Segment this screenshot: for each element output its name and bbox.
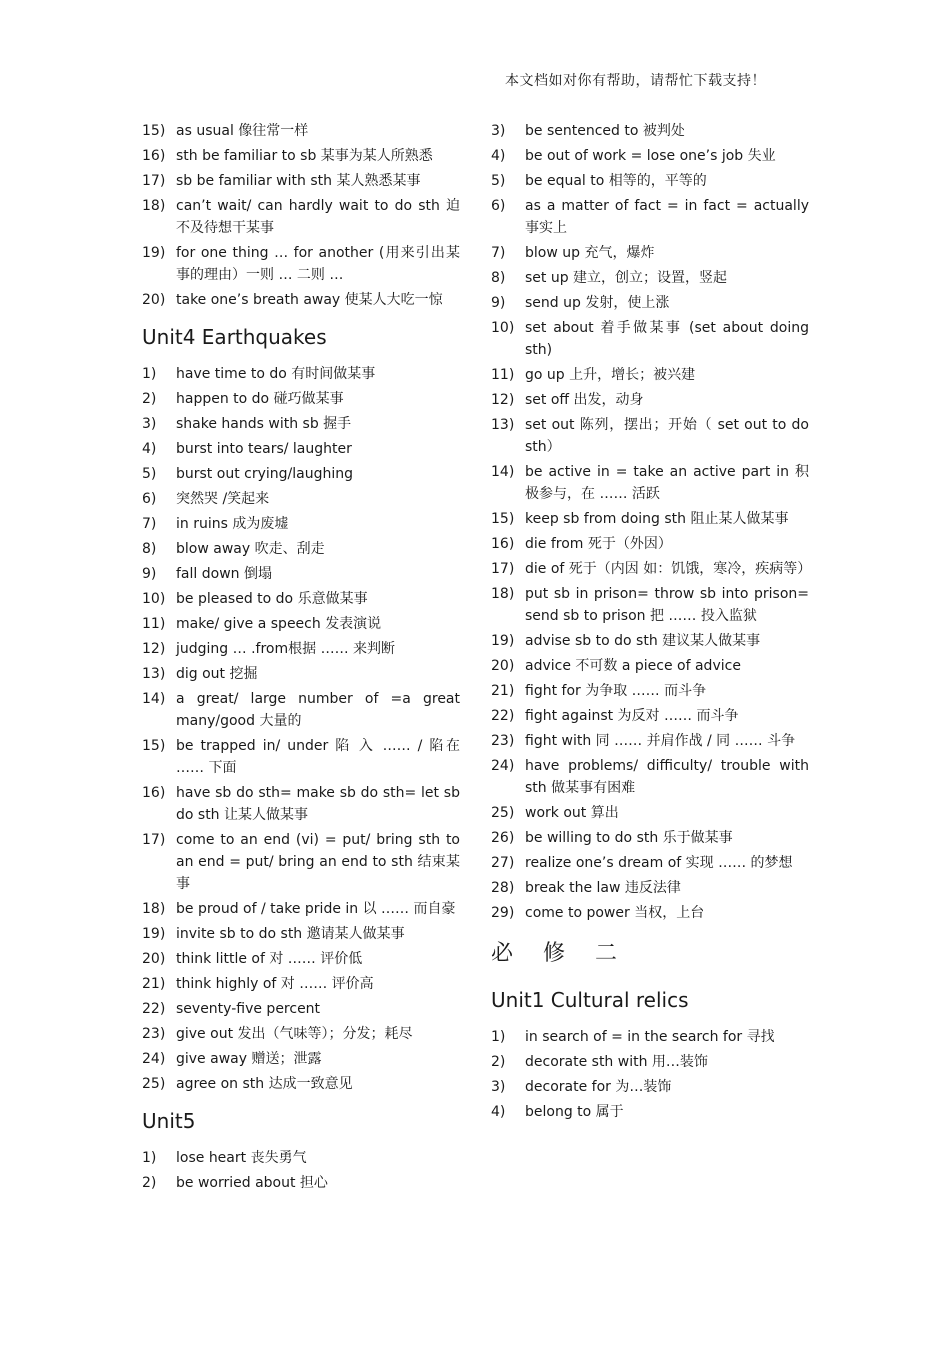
item-text: sb be familiar with sth 某人熟悉某事 — [176, 173, 421, 189]
item-number: 7) — [142, 516, 157, 532]
list-item — [142, 289, 460, 311]
item-text: in search of = in the search for 寻找 — [525, 1029, 775, 1045]
item-text: come to an end (vi) = put/ bring sth to an end = put/ bring an end to sth 结束某事 — [176, 832, 460, 892]
item-text: advice 不可数 a piece of advice — [525, 658, 741, 674]
item-number: 1) — [491, 1029, 506, 1045]
item-number: 18) — [491, 586, 515, 602]
item-text: be proud of / take pride in 以 …… 而自豪 — [176, 901, 456, 917]
item-number: 4) — [142, 441, 157, 457]
item-text: die from 死于（外因） — [525, 536, 672, 552]
list-item — [142, 923, 460, 945]
item-number: 20) — [491, 658, 515, 674]
item-number: 22) — [142, 1001, 166, 1017]
item-number: 11) — [142, 616, 166, 632]
list-item — [142, 388, 460, 410]
item-number: 12) — [491, 392, 515, 408]
item-number: 12) — [142, 641, 166, 657]
list-item — [491, 655, 809, 677]
list-item — [142, 463, 460, 485]
item-number: 28) — [491, 880, 515, 896]
item-text: burst out crying/laughing — [176, 466, 353, 482]
item-text: have problems/ difficulty/ trouble with sth 做某事有困难 — [525, 758, 809, 796]
item-number: 24) — [142, 1051, 166, 1067]
item-number: 8) — [142, 541, 157, 557]
unit-title: Unit1 Cultural relics — [491, 988, 689, 1012]
item-number: 8) — [491, 270, 506, 286]
item-number: 9) — [491, 295, 506, 311]
item-number: 9) — [142, 566, 157, 582]
item-text: 突然哭 /笑起来 — [176, 491, 270, 507]
item-number: 10) — [491, 320, 515, 336]
vocab-list — [491, 120, 812, 924]
item-number: 1) — [142, 1150, 157, 1166]
item-text: be sentenced to 被判处 — [525, 123, 685, 139]
item-text: keep sb from doing sth 阻止某人做某事 — [525, 511, 789, 527]
item-text: invite sb to do sth 邀请某人做某事 — [176, 926, 405, 942]
list-item — [491, 802, 809, 824]
item-number: 23) — [142, 1026, 166, 1042]
item-number: 13) — [142, 666, 166, 682]
list-item — [491, 242, 809, 264]
volume-title: 必修二 — [491, 941, 648, 966]
item-text: fight with 同 …… 并肩作战 / 同 …… 斗争 — [525, 733, 796, 749]
item-text: give away 赠送；泄露 — [176, 1051, 322, 1067]
list-item — [142, 613, 460, 635]
unit-title: Unit4 Earthquakes — [142, 325, 327, 349]
item-number: 3) — [142, 416, 157, 432]
item-number: 16) — [491, 536, 515, 552]
item-number: 4) — [491, 148, 506, 164]
list-item — [142, 898, 460, 920]
item-text: make/ give a speech 发表演说 — [176, 616, 382, 632]
item-text: set off 出发，动身 — [525, 392, 644, 408]
item-text: think highly of 对 …… 评价高 — [176, 976, 374, 992]
item-number: 3) — [491, 1079, 506, 1095]
list-item — [142, 438, 460, 460]
item-text: go up 上升，增长；被兴建 — [525, 367, 696, 383]
item-number: 17) — [491, 561, 515, 577]
item-text: die of 死于（内因 如：饥饿，寒冷，疾病等） — [525, 561, 812, 577]
item-number: 19) — [142, 926, 166, 942]
item-text: blow up 充气，爆炸 — [525, 245, 655, 261]
list-item — [491, 1076, 809, 1098]
item-number: 16) — [142, 785, 166, 801]
vocab-list — [142, 1147, 460, 1194]
list-item — [491, 317, 809, 361]
list-item — [491, 730, 809, 752]
list-item — [491, 755, 809, 799]
list-item — [491, 558, 812, 580]
item-text: fight against 为反对 …… 而斗争 — [525, 708, 739, 724]
item-text: come to power 当权，上台 — [525, 905, 705, 921]
list-item — [142, 120, 460, 142]
item-number: 19) — [142, 245, 166, 261]
vocab-list — [142, 363, 460, 1095]
item-number: 25) — [142, 1076, 166, 1092]
item-text: think little of 对 …… 评价低 — [176, 951, 363, 967]
item-text: send up 发射，使上涨 — [525, 295, 670, 311]
item-text: as a matter of fact = in fact = actually 事实上 — [525, 198, 809, 236]
list-item — [142, 170, 460, 192]
item-text: realize one’s dream of 实现 …… 的梦想 — [525, 855, 793, 871]
vocab-list — [142, 120, 460, 311]
list-item — [142, 688, 460, 732]
item-text: give out 发出（气味等）；分发；耗尽 — [176, 1026, 413, 1042]
item-number: 2) — [142, 391, 157, 407]
list-item — [491, 852, 809, 874]
list-item — [491, 120, 809, 142]
item-text: lose heart 丧失勇气 — [176, 1150, 307, 1166]
list-item — [491, 583, 809, 627]
item-number: 17) — [142, 173, 166, 189]
list-item — [491, 705, 809, 727]
item-text: seventy-five percent — [176, 1001, 321, 1017]
list-item — [142, 973, 460, 995]
item-number: 23) — [491, 733, 515, 749]
item-text: happen to do 碰巧做某事 — [176, 391, 344, 407]
item-text: judging … .from根据 …… 来判断 — [176, 641, 396, 657]
item-number: 25) — [491, 805, 515, 821]
item-number: 15) — [491, 511, 515, 527]
list-item — [142, 948, 460, 970]
item-text: set about 着手做某事 (set about doing sth) — [525, 320, 809, 358]
item-number: 18) — [142, 198, 166, 214]
item-text: break the law 违反法律 — [525, 880, 681, 896]
list-item — [142, 998, 460, 1020]
item-text: burst into tears/ laughter — [176, 441, 352, 457]
item-number: 14) — [142, 691, 166, 707]
list-item — [491, 827, 809, 849]
item-text: be willing to do sth 乐于做某事 — [525, 830, 733, 846]
list-item — [491, 902, 809, 924]
item-number: 20) — [142, 951, 166, 967]
list-item — [491, 1101, 809, 1123]
item-text: sth be familiar to sb 某事为某人所熟悉 — [176, 148, 433, 164]
list-item — [491, 170, 809, 192]
item-text: in ruins 成为废墟 — [176, 516, 289, 532]
list-item — [491, 680, 809, 702]
item-number: 1) — [142, 366, 157, 382]
item-number: 22) — [491, 708, 515, 724]
item-text: set up 建立，创立；设置，竖起 — [525, 270, 728, 286]
item-text: have sb do sth= make sb do sth= let sb do sth 让某人做某事 — [176, 785, 460, 823]
list-item — [491, 292, 809, 314]
list-item — [142, 563, 460, 585]
list-item — [491, 461, 809, 505]
item-number: 2) — [491, 1054, 506, 1070]
item-text: be worried about 担心 — [176, 1175, 328, 1191]
list-item — [491, 877, 809, 899]
list-item — [142, 488, 460, 510]
item-text: as usual 像往常一样 — [176, 123, 309, 139]
item-text: fall down 倒塌 — [176, 566, 272, 582]
list-item — [491, 267, 809, 289]
list-item — [491, 508, 809, 530]
item-text: decorate sth with 用…装饰 — [525, 1054, 708, 1070]
item-text: put sb in prison= throw sb into prison= send sb to prison 把 …… 投入监狱 — [525, 586, 809, 624]
list-item — [491, 195, 809, 239]
item-text: advise sb to do sth 建议某人做某事 — [525, 633, 761, 649]
list-item — [142, 195, 460, 239]
item-text: decorate for 为…装饰 — [525, 1079, 672, 1095]
item-number: 14) — [491, 464, 515, 480]
list-item — [142, 588, 460, 610]
item-number: 27) — [491, 855, 515, 871]
list-item — [491, 364, 809, 386]
vocab-list — [491, 1026, 809, 1123]
item-number: 29) — [491, 905, 515, 921]
item-text: be trapped in/ under 陷 入 …… / 陷在 …… 下面 — [176, 738, 460, 776]
item-text: be out of work = lose one’s job 失业 — [525, 148, 776, 164]
list-item — [142, 1048, 460, 1070]
list-item — [491, 145, 809, 167]
item-text: have time to do 有时间做某事 — [176, 366, 376, 382]
list-item — [142, 413, 460, 435]
item-number: 6) — [142, 491, 157, 507]
list-item — [142, 829, 460, 895]
item-number: 13) — [491, 417, 515, 433]
item-text: blow away 吹走、刮走 — [176, 541, 325, 557]
item-number: 17) — [142, 832, 166, 848]
item-text: shake hands with sb 握手 — [176, 416, 352, 432]
right-column — [491, 120, 812, 1126]
item-number: 16) — [142, 148, 166, 164]
item-number: 6) — [491, 198, 506, 214]
list-item — [491, 630, 809, 652]
item-number: 3) — [491, 123, 506, 139]
unit-title: Unit5 — [142, 1109, 196, 1133]
item-number: 18) — [142, 901, 166, 917]
item-text: fight for 为争取 …… 而斗争 — [525, 683, 707, 699]
item-text: can’t wait/ can hardly wait to do sth 迫不及待想干某事 — [176, 198, 460, 236]
item-number: 5) — [142, 466, 157, 482]
list-item — [142, 538, 460, 560]
list-item — [142, 145, 460, 167]
item-number: 5) — [491, 173, 506, 189]
item-number: 21) — [142, 976, 166, 992]
left-column — [142, 120, 460, 1197]
list-item — [142, 242, 460, 286]
list-item — [491, 1026, 809, 1048]
list-item — [142, 638, 460, 660]
list-item — [491, 1051, 809, 1073]
list-item — [142, 782, 460, 826]
item-text: a great/ large number of =a great many/good 大量的 — [176, 691, 460, 729]
item-text: take one’s breath away 使某人大吃一惊 — [176, 292, 443, 308]
item-text: be pleased to do 乐意做某事 — [176, 591, 368, 607]
list-item — [491, 389, 809, 411]
item-text: agree on sth 达成一致意见 — [176, 1076, 353, 1092]
list-item — [142, 513, 460, 535]
item-number: 19) — [491, 633, 515, 649]
list-item — [142, 1023, 460, 1045]
item-text: be equal to 相等的，平等的 — [525, 173, 707, 189]
item-text: for one thing … for another (用来引出某事的理由）一则 … 二则 … — [176, 245, 460, 283]
item-number: 26) — [491, 830, 515, 846]
item-text: be active in = take an active part in 积极参与，在 …… 活跃 — [525, 464, 809, 502]
item-text: set out 陈列，摆出；开始（ set out to do sth） — [525, 417, 809, 455]
item-text: work out 算出 — [525, 805, 619, 821]
list-item — [142, 1147, 460, 1169]
item-number: 10) — [142, 591, 166, 607]
header-note: 本文档如对你有帮助，请帮忙下载支持！ — [505, 73, 766, 89]
item-number: 20) — [142, 292, 166, 308]
list-item — [491, 414, 809, 458]
item-number: 4) — [491, 1104, 506, 1120]
list-item — [142, 735, 460, 779]
item-text: belong to 属于 — [525, 1104, 624, 1120]
item-number: 11) — [491, 367, 515, 383]
list-item — [491, 533, 809, 555]
list-item — [142, 1073, 460, 1095]
item-number: 15) — [142, 738, 166, 754]
list-item — [142, 663, 460, 685]
item-number: 7) — [491, 245, 506, 261]
list-item — [142, 1172, 460, 1194]
item-number: 2) — [142, 1175, 157, 1191]
list-item — [142, 363, 460, 385]
item-number: 24) — [491, 758, 515, 774]
item-number: 15) — [142, 123, 166, 139]
item-text: dig out 挖掘 — [176, 666, 258, 682]
item-number: 21) — [491, 683, 515, 699]
